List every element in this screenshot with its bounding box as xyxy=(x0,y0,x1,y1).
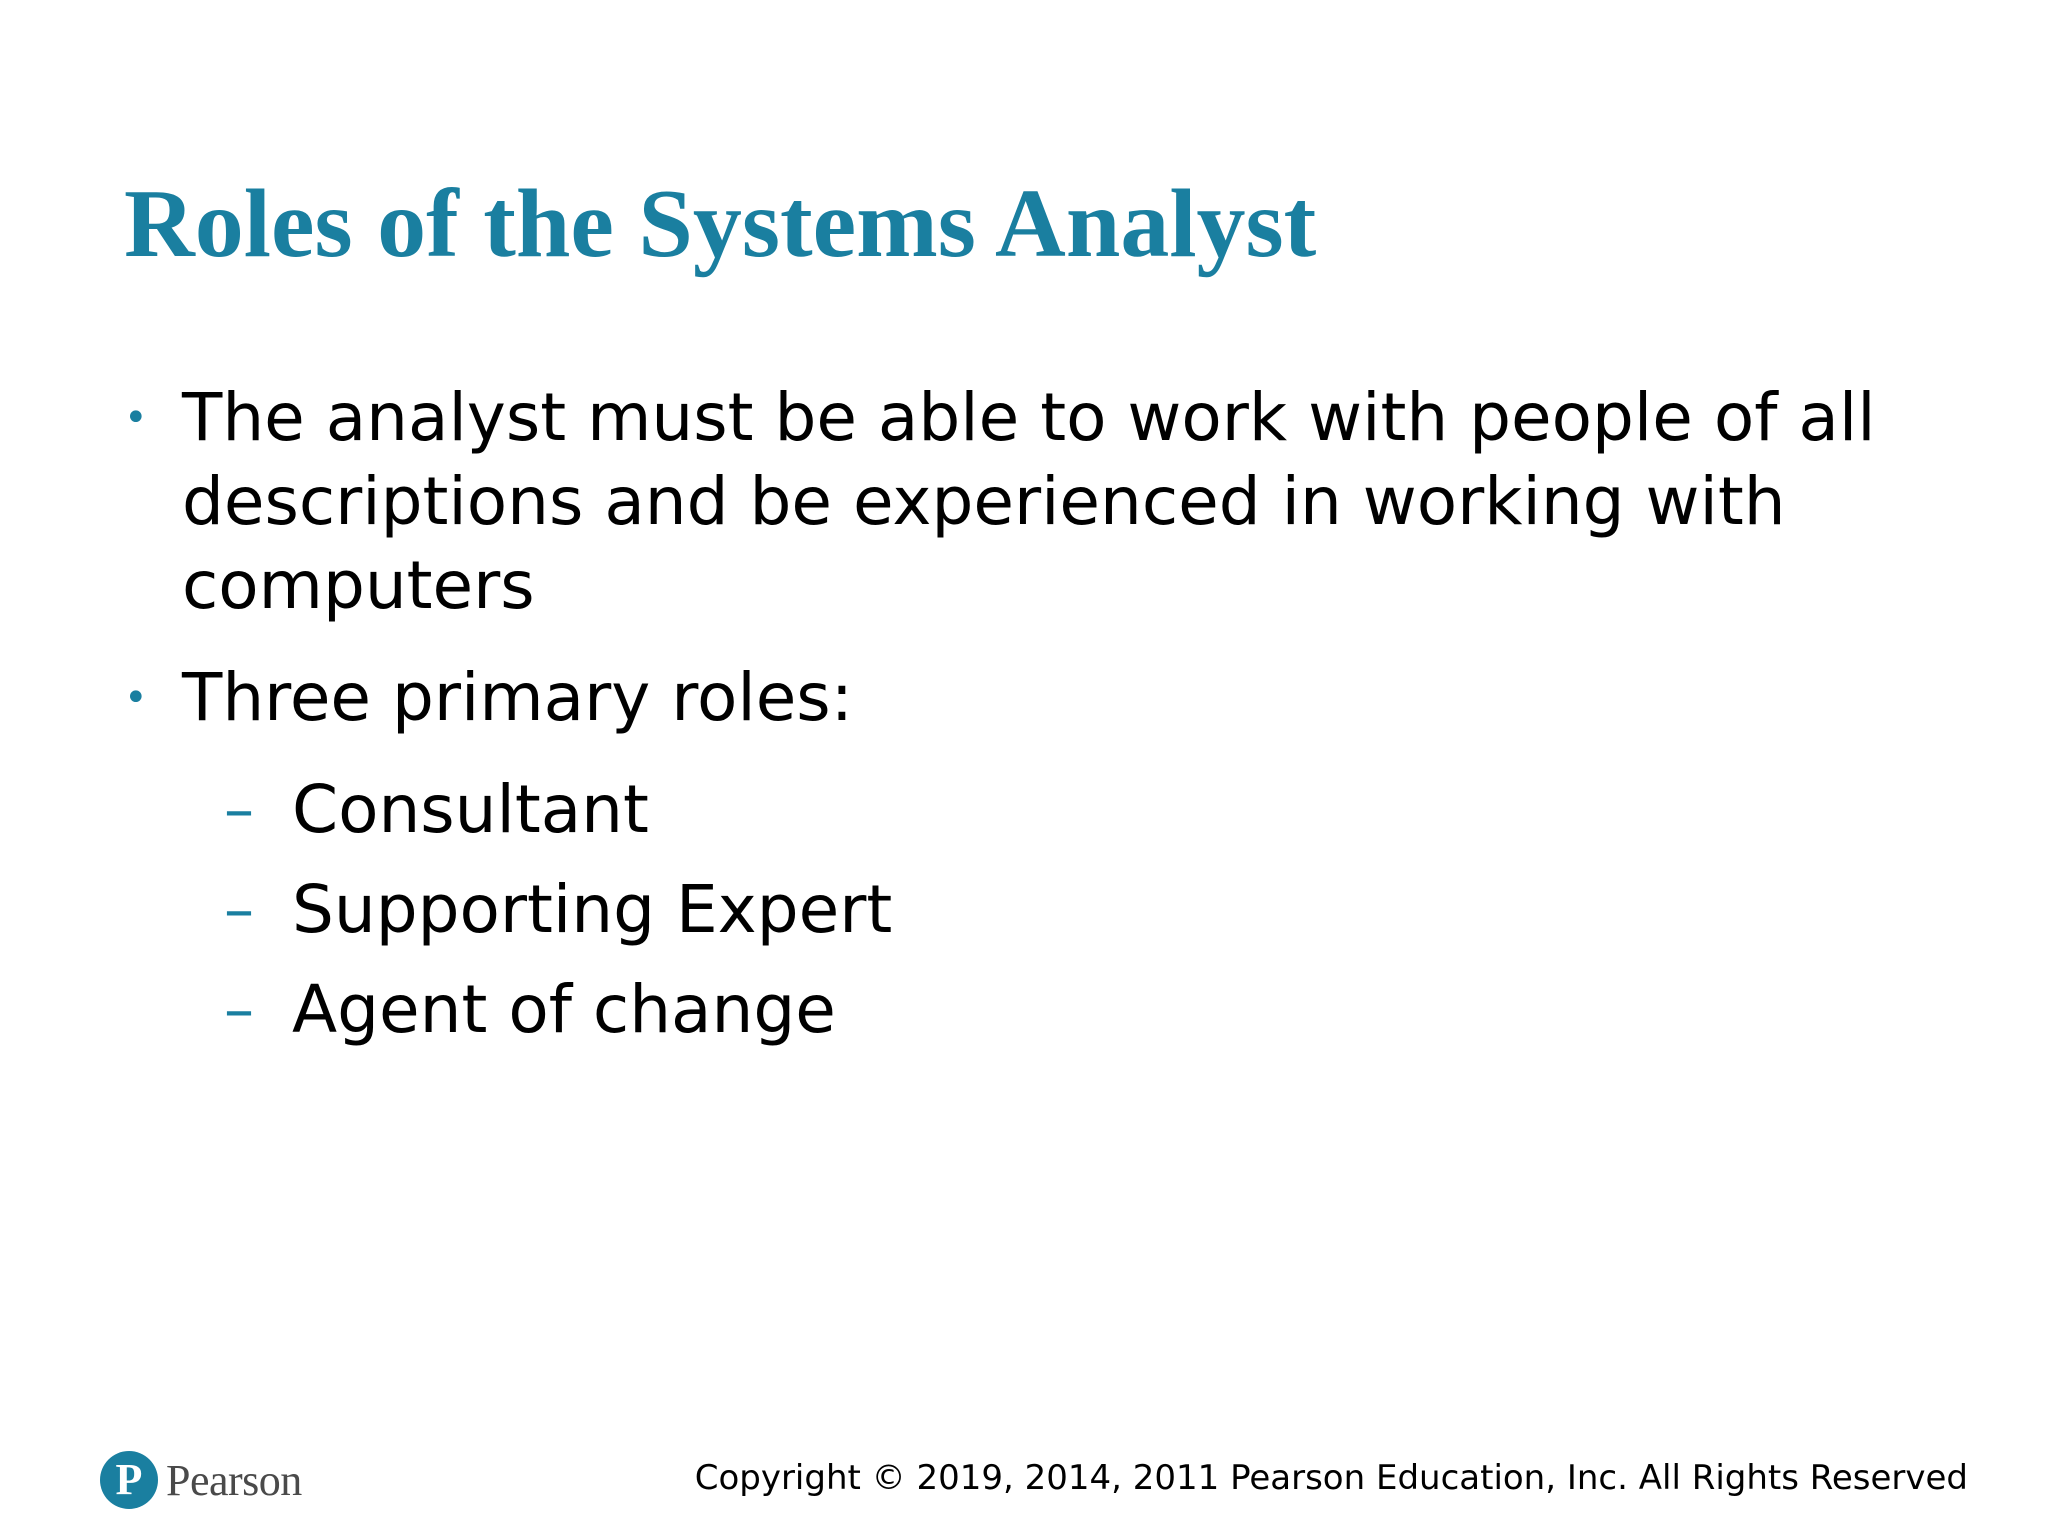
sub-bullet-text: Consultant xyxy=(292,771,649,848)
bullet-marker: • xyxy=(124,395,148,441)
sub-bullet-marker: – xyxy=(224,975,254,1045)
sub-bullet-marker: – xyxy=(224,775,254,845)
copyright-notice: Copyright © 2019, 2014, 2011 Pearson Education, Inc. All Rights Reserved xyxy=(694,1458,1968,1498)
sub-bullet-text: Agent of change xyxy=(292,971,836,1048)
sub-bullet-marker: – xyxy=(224,875,254,945)
sub-bullet-text: Supporting Expert xyxy=(292,871,893,948)
sub-bullet-item xyxy=(124,968,1944,1052)
bullet-item xyxy=(124,376,1944,628)
slide-title: Roles of the Systems Analyst xyxy=(124,170,1317,278)
slide-body xyxy=(124,376,1944,1068)
pearson-logo-icon: P xyxy=(100,1451,158,1509)
sub-bullet-item xyxy=(124,768,1944,852)
pearson-logo xyxy=(100,1448,302,1512)
bullet-item xyxy=(124,656,1944,740)
sub-bullet-item xyxy=(124,868,1944,952)
pearson-logo-text: Pearson xyxy=(166,1455,302,1505)
sub-bullet-list xyxy=(124,768,1944,1052)
bullet-text: The analyst must be able to work with people of all descriptions and be experienced in working with computers xyxy=(182,379,1876,624)
bullet-text: Three primary roles: xyxy=(182,659,853,736)
bullet-marker: • xyxy=(124,675,148,721)
